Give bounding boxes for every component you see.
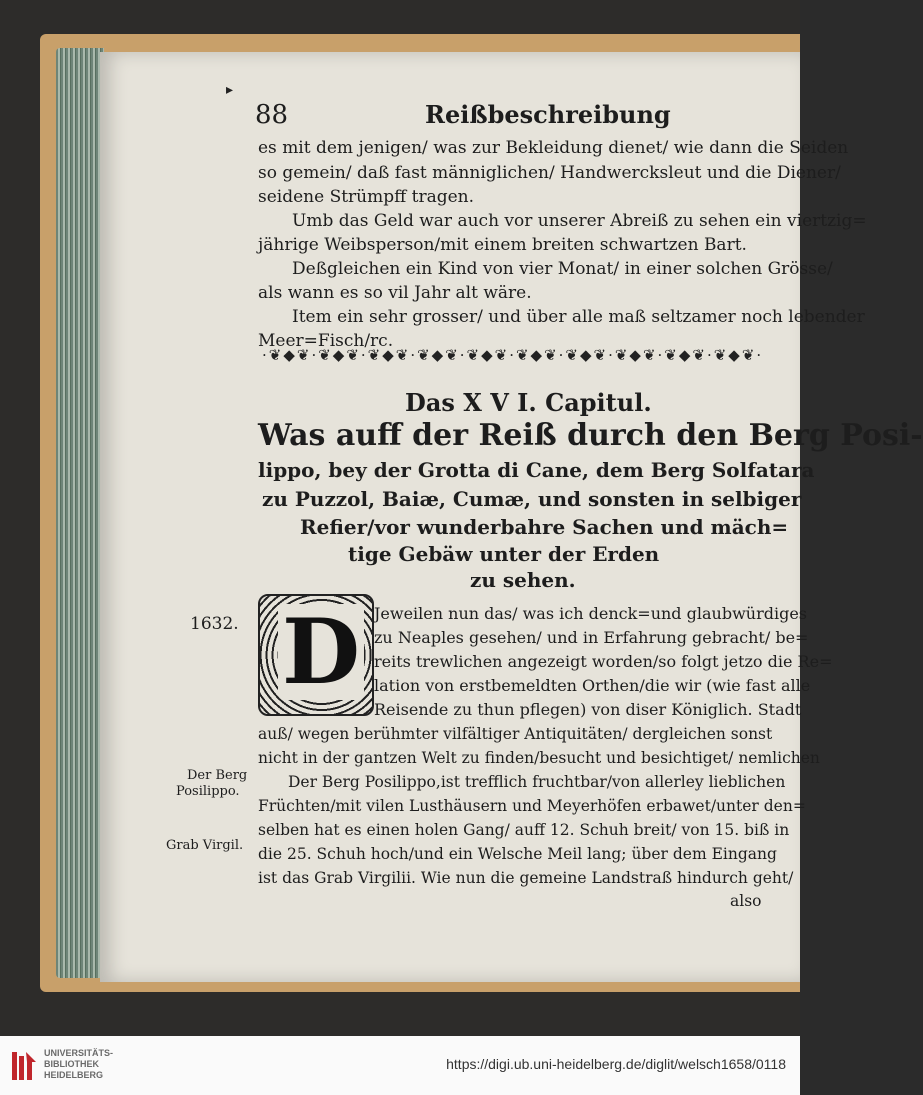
library-logo-icon bbox=[10, 1046, 38, 1084]
text-line: so gemein/ daß fast männiglichen/ Handwercksleut und die Diener/ bbox=[258, 163, 841, 183]
text-line: nicht in der gantzen Welt zu finden/besucht und besichtiget/ nemlichen bbox=[258, 749, 820, 767]
chapter-number: Das X V I. Capitul. bbox=[405, 388, 652, 417]
page-mark: ▸ bbox=[226, 82, 234, 98]
text-line: reits trewlichen angezeigt worden/so folgt jetzo die Re= bbox=[374, 652, 833, 671]
page-number: 88 bbox=[255, 100, 289, 130]
text-line: es mit dem jenigen/ was zur Bekleidung dienet/ wie dann die Seiden bbox=[258, 138, 849, 158]
margin-note-posilippo: Posilippo. bbox=[176, 784, 240, 799]
viewer-footer bbox=[0, 1036, 800, 1095]
page-edges bbox=[56, 48, 104, 978]
heading-line: Refier/vor wunderbahre Sachen und mäch= bbox=[300, 515, 789, 539]
heading-line: Was auff der Reiß durch den Berg Posi- bbox=[258, 418, 923, 453]
text-line: Der Berg Posilippo,ist trefflich fruchtbar/von allerley lieblichen bbox=[288, 773, 786, 791]
heading-line: zu Puzzol, Baiæ, Cumæ, und sonsten in selbiger bbox=[262, 487, 802, 511]
text-line: zu Neaples gesehen/ und in Erfahrung gebracht/ be= bbox=[374, 628, 809, 647]
running-head bbox=[255, 100, 671, 134]
text-line: also bbox=[730, 892, 762, 910]
text-line: Reisende zu thun pflegen) von diser Königlich. Stadt bbox=[374, 700, 802, 719]
text-line: Umb das Geld war auch vor unserer Abreiß zu sehen ein viertzig= bbox=[292, 211, 867, 231]
decorated-initial bbox=[258, 594, 374, 716]
margin-note-grab: Grab Virgil. bbox=[166, 838, 244, 853]
text-line: ist das Grab Virgilii. Wie nun die gemeine Landstraß hindurch geht/ bbox=[258, 869, 794, 887]
text-line: lation von erstbemeldten Orthen/die wir (wie fast alle bbox=[374, 676, 811, 695]
initial-letter: D bbox=[278, 604, 364, 700]
text-line: als wann es so vil Jahr alt wäre. bbox=[258, 283, 532, 303]
text-line: seidene Strümpff tragen. bbox=[258, 187, 475, 207]
text-line: die 25. Schuh hoch/und ein Welsche Meil lang; über dem Eingang bbox=[258, 845, 777, 863]
text-line: jährige Weibsperson/mit einem breiten schwartzen Bart. bbox=[258, 235, 747, 255]
running-head-title: Reißbeschreibung bbox=[425, 100, 671, 129]
library-logo-text bbox=[44, 1048, 113, 1081]
text-line: Jeweilen nun das/ was ich denck=und glaubwürdiges bbox=[374, 604, 807, 623]
text-line: Früchten/mit vilen Lusthäusern und Meyerhöfen erbawet/unter den= bbox=[258, 797, 806, 815]
logo-line: UNIVERSITÄTS- bbox=[44, 1048, 114, 1058]
permalink-url[interactable]: https://digi.ub.uni-heidelberg.de/diglit/welsch1658/0118 bbox=[446, 1056, 786, 1072]
ornament-divider: ·❦◆❦·❦◆❦·❦◆❦·❦◆❦·❦◆❦·❦◆❦·❦◆❦·❦◆❦·❦◆❦·❦◆❦· bbox=[262, 346, 764, 364]
text-line: selben hat es einen holen Gang/ auff 12. Schuh breit/ von 15. biß in bbox=[258, 821, 790, 839]
logo-line: HEIDELBERG bbox=[44, 1070, 104, 1080]
margin-note-berg: Der Berg bbox=[187, 768, 248, 783]
text-line: Item ein sehr grosser/ und über alle maß seltzamer noch lebender bbox=[292, 307, 865, 327]
margin-note-year: 1632. bbox=[190, 614, 239, 634]
text-line: Meer=Fisch/rc. bbox=[258, 331, 394, 351]
logo-line: BIBLIOTHEK bbox=[44, 1059, 99, 1069]
heading-line: tige Gebäw unter der Erden bbox=[348, 542, 660, 566]
heading-line: zu sehen. bbox=[470, 568, 576, 592]
text-line: Deßgleichen ein Kind von vier Monat/ in einer solchen Grösse/ bbox=[292, 259, 833, 279]
heading-line: lippo, bey der Grotta di Cane, dem Berg Solfatara bbox=[258, 458, 815, 482]
text-line: auß/ wegen berühmter vilfältiger Antiquitäten/ dergleichen sonst bbox=[258, 725, 773, 743]
